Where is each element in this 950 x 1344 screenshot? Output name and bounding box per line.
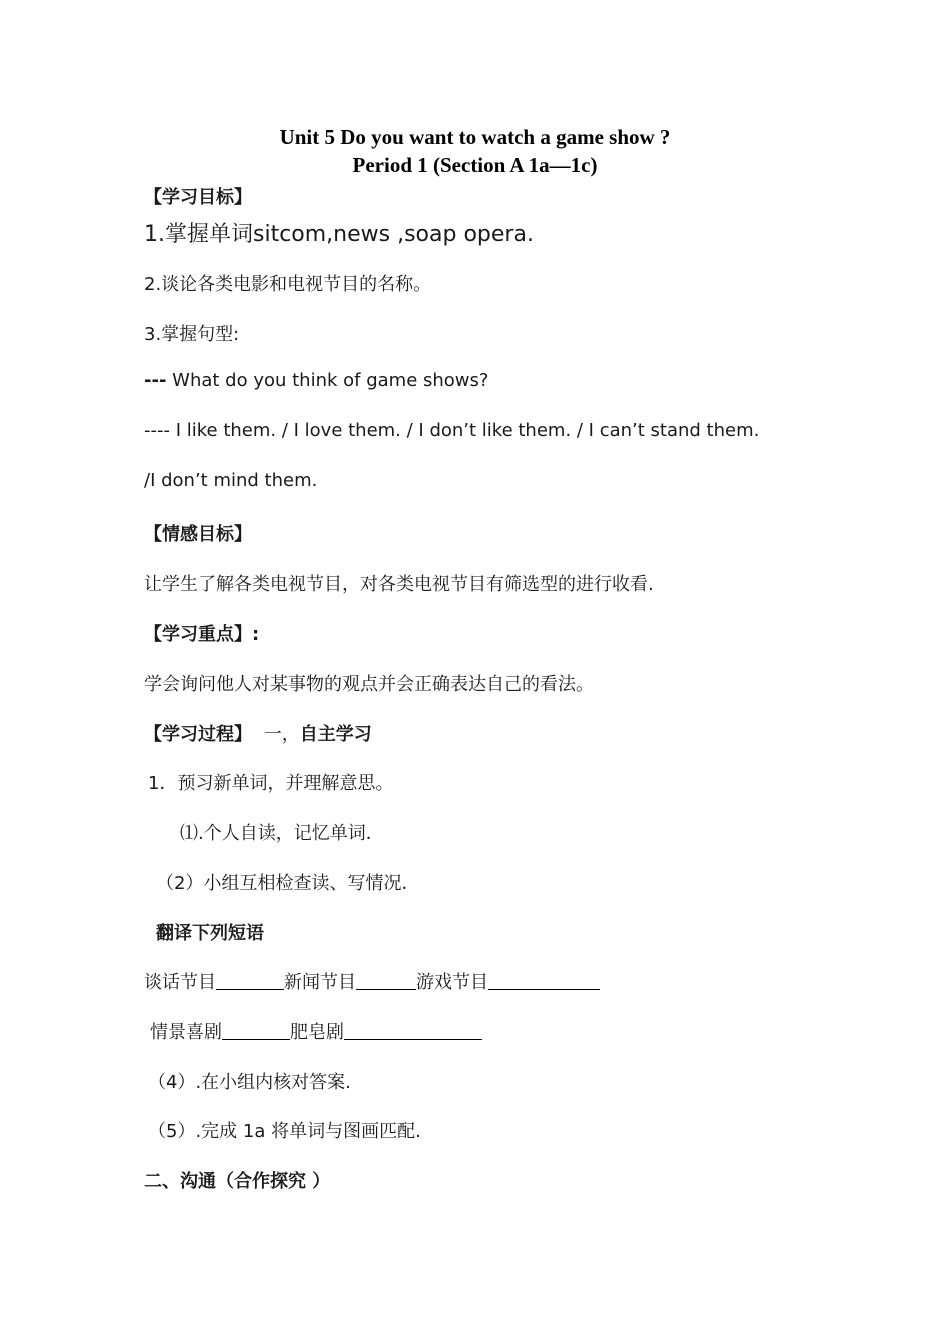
phrase-talk-show: 谈话节目 [144,972,216,993]
process-step-1b: （2）小组互相检查读、写情况． [156,873,420,894]
answer-blank-game-show[interactable] [488,971,600,990]
emotion-text: 让学生了解各类电视节目，对各类电视节目有筛选型的进行收看. [144,574,654,595]
answer-blank-talk-show[interactable] [216,971,284,990]
phrase-game-show: 游戏节目 [416,972,488,993]
sentence-question-dash: --- [144,370,167,391]
objective-item-1-prefix: 1.掌握单词 [144,222,253,247]
key-points-text: 学会询问他人对某事物的观点并会正确表达自己的看法。 [144,674,594,695]
section-2-heading: 二、沟通（合作探究 ） [144,1171,331,1192]
key-points-heading: 【学习重点】: [144,624,260,645]
answer-blank-soap-opera[interactable] [344,1021,482,1040]
phrase-row-1 [144,968,600,994]
process-heading [144,720,372,746]
sentence-question [144,370,488,391]
phrase-sitcom: 情景喜剧 [150,1022,222,1043]
document-title: Unit 5 Do you want to watch a game show ? [279,125,671,149]
document-subtitle: Period 1 (Section A 1a—1c) [352,153,598,177]
process-heading-sub: 自主学习 [299,724,372,745]
objective-item-1-words: sitcom,news ,soap opera. [253,222,534,247]
sentence-answer-2: /I don’t mind them. [144,470,318,491]
objectives-heading: 【学习目标】 [144,187,252,208]
phrase-row-2 [150,1018,482,1044]
objective-item-2: 2.谈论各类电影和电视节目的名称。 [144,274,432,295]
sentence-question-text: What do you think of game shows? [166,370,489,391]
process-heading-label: 【学习过程】 [144,724,252,745]
phrase-soap-opera: 肥皂剧 [290,1022,344,1043]
process-step-5: （5）.完成 1a 将单词与图画匹配. [148,1121,421,1142]
answer-blank-news[interactable] [356,971,416,990]
emotion-heading: 【情感目标】 [144,524,252,545]
sentence-answer-1: ---- I like them. / I love them. / I don’t like them. / I can’t stand them. [144,420,760,441]
translate-heading: 翻译下列短语 [156,923,264,944]
process-step-1: 1．预习新单词，并理解意思。 [148,773,394,794]
process-step-1a: ⑴.个人自读，记忆单词． [180,823,384,844]
phrase-news: 新闻节目 [284,972,356,993]
answer-blank-sitcom[interactable] [222,1021,290,1040]
objective-item-3: 3.掌握句型: [144,324,240,345]
objective-item-1 [144,217,534,248]
process-heading-sep: 一， [263,724,300,745]
process-step-4: （4）.在小组内核对答案. [148,1072,351,1093]
